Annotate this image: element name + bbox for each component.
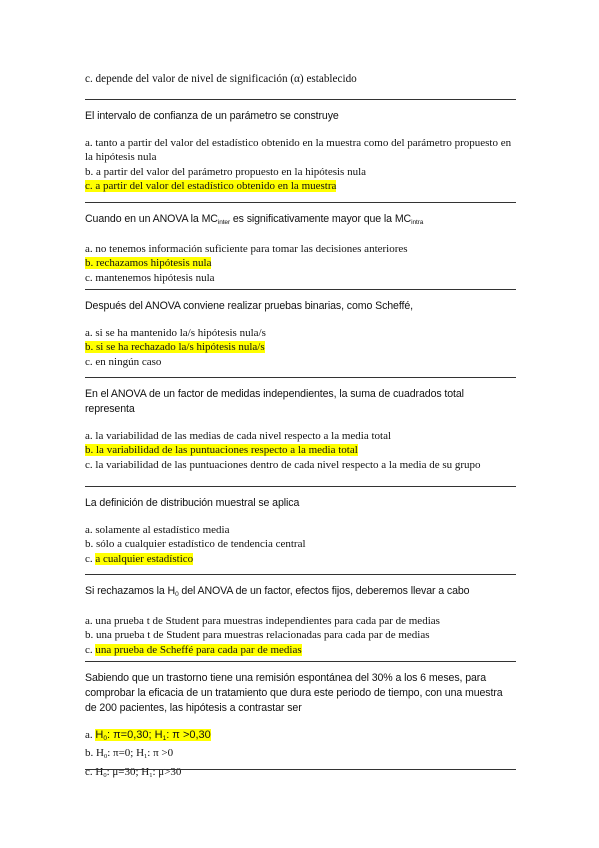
option-b-highlighted: b. rechazamos hipótesis nula <box>85 257 212 270</box>
option-a: a. la variabilidad de las medias de cada nivel respecto a la media total <box>85 430 392 442</box>
option-a: a. tanto a partir del valor del estadístico obtenido en la muestra como del parámetro propuesto en la hipótesis nula <box>85 137 512 164</box>
option-a-highlighted: $H_0$: π=0,30; $H_1$: π >0,30 <box>95 729 211 742</box>
option-c-highlighted: a cualquier estadístico <box>95 552 194 565</box>
option-b: b. $H_0$: π=0; $H_1$: π >0 <box>85 747 174 761</box>
separator-rule <box>85 661 516 662</box>
option-c: c. mantenemos hipótesis nula <box>85 271 215 284</box>
options-list <box>85 242 516 285</box>
separator-rule-bottom <box>85 769 516 770</box>
separator-rule <box>85 289 516 290</box>
question-title: El intervalo de confianza de un parámetro se construye <box>85 110 339 122</box>
option-b-highlighted: b. la variabilidad de las puntuaciones respecto a la media total <box>85 444 358 457</box>
options-list <box>85 136 516 194</box>
option-a: a. si se ha mantenido la/s hipótesis nula/s <box>85 327 266 339</box>
option-b: b. una prueba t de Student para muestras relacionadas para cada par de medias <box>85 629 430 642</box>
options-list <box>85 614 516 657</box>
question-title: Después del ANOVA conviene realizar pruebas binarias, como Scheffé, <box>85 300 413 312</box>
option-c-prefix: c. <box>85 643 96 656</box>
option-c: c. en ningún caso <box>85 355 162 368</box>
option-a: a. una prueba t de Student para muestras independientes para cada par de medias <box>85 615 440 627</box>
question-sum-of-squares <box>85 377 516 472</box>
option-b-highlighted: b. si se ha rechazado la/s hipótesis nula/s <box>85 341 265 354</box>
option-c-prefix: c. <box>85 552 96 565</box>
option-b: b. sólo a cualquier estadístico de tendencia central <box>85 538 306 551</box>
question-title: En el ANOVA de un factor de medidas independientes, la suma de cuadrados total representa <box>85 388 464 415</box>
separator-rule <box>85 202 516 203</box>
options-list <box>85 429 516 472</box>
option-c-highlighted: una prueba de Scheffé para cada par de medias <box>95 643 302 656</box>
previous-option-c: c. depende del valor de nivel de significación (α) establecido <box>85 73 357 85</box>
option-c-highlighted: c. a partir del valor del estadístico obtenido en la muestra <box>85 180 337 193</box>
option-c: c. $H_0$: μ=30; $H_1$: μ>30 <box>85 765 182 779</box>
question-hypotheses-remission <box>85 661 516 783</box>
option-c: c. la variabilidad de las puntuaciones dentro de cada nivel respecto a la media de su grupo <box>85 458 481 471</box>
question-title: La definición de distribución muestral se aplica <box>85 497 300 509</box>
question-confidence-interval <box>85 99 516 194</box>
question-anova-mc <box>85 202 516 285</box>
option-a: a. $H_0$: π=0,30; $H_1$: π >0,30 <box>85 729 211 742</box>
question-title: Cuando en un ANOVA la $MC_{inter}$ es significativamente mayor que la $MC_{intra}$ <box>85 213 424 226</box>
option-a: a. no tenemos información suficiente para tomar las decisiones anteriores <box>85 243 408 255</box>
options-list <box>85 326 516 369</box>
options-list <box>85 728 516 783</box>
separator-rule <box>85 377 516 378</box>
options-list <box>85 523 516 566</box>
option-a: a. solamente al estadístico media <box>85 524 230 536</box>
option-b: b. a partir del valor del parámetro propuesto en la hipótesis nula <box>85 165 367 178</box>
question-post-anova <box>85 289 516 369</box>
question-sampling-distribution <box>85 486 516 566</box>
separator-rule <box>85 574 516 575</box>
question-title: Sabiendo que un trastorno tiene una remisión espontánea del 30% a los 6 meses, para comprobar la eficacia de un tratamiento que dura este periodo de tiempo, con una muestra de 200 pacientes, las hipótesis a contrastar ser <box>85 672 503 714</box>
separator-rule <box>85 486 516 487</box>
question-reject-h0 <box>85 574 516 657</box>
question-title: Si rechazamos la $H_0$ del ANOVA de un factor, efectos fijos, deberemos llevar a cabo <box>85 585 470 598</box>
separator-rule <box>85 99 516 100</box>
